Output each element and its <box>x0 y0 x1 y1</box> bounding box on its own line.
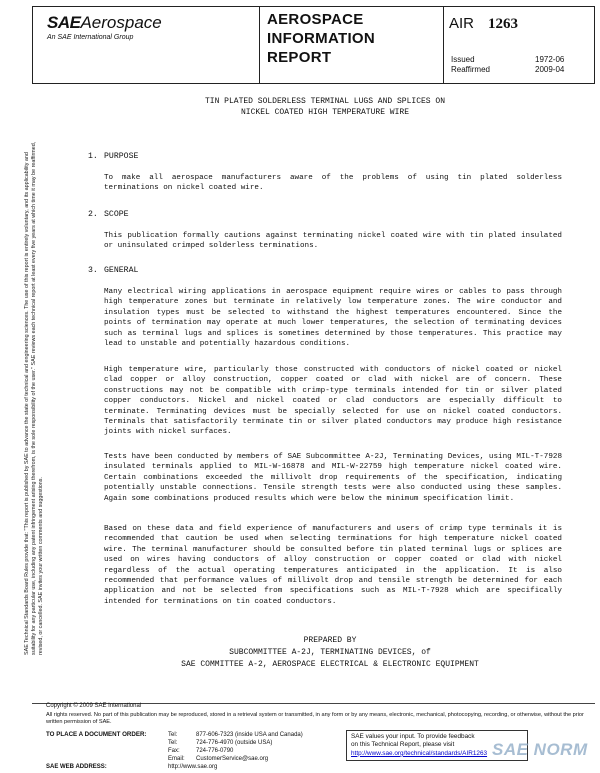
reaffirmed-value: 2009-04 <box>535 65 565 74</box>
issued-label: Issued <box>451 55 475 64</box>
section-number: 1. <box>88 152 98 161</box>
section-number: 2. <box>88 210 98 219</box>
tel-label: Tel: <box>168 732 178 738</box>
issued-row <box>451 55 565 64</box>
tel-value: 877-606-7323 (inside USA and Canada) <box>196 732 303 738</box>
copyright: Copyright © 2009 SAE International <box>46 703 142 709</box>
header-divider <box>259 7 260 83</box>
logo-sae: SAE <box>47 13 81 32</box>
section-heading-scope: SCOPE <box>104 210 129 219</box>
email-label: Email: <box>168 756 185 762</box>
tel2-value: 724-776-4970 (outside USA) <box>196 740 273 746</box>
reaffirmed-row <box>451 65 565 74</box>
issued-value: 1972-06 <box>535 55 565 64</box>
web-link[interactable]: http://www.sae.org <box>168 764 218 770</box>
prepared-by: PREPARED BY <box>303 636 357 645</box>
feedback-line: SAE values your input. To provide feedback <box>351 733 475 740</box>
report-header <box>32 6 595 84</box>
email-value[interactable]: CustomerService@sae.org <box>196 756 269 762</box>
logo-subtitle: An SAE International Group <box>47 34 134 41</box>
tel2-label: Tel: <box>168 740 178 746</box>
reaffirmed-label: Reaffirmed <box>451 65 490 74</box>
doc-number: 1263 <box>488 16 519 32</box>
feedback-line: on this Technical Report, please visit <box>351 741 455 749</box>
logo-aerospace: Aerospace <box>80 13 162 32</box>
document-number <box>449 15 518 33</box>
prepared-committee: SAE COMMITTEE A-2, AEROSPACE ELECTRICAL & ELECTRONIC EQUIPMENT <box>181 660 479 669</box>
prepared-subcommittee: SUBCOMMITTEE A-2J, TERMINATING DEVICES, of <box>229 648 431 657</box>
general-paragraph: Based on these data and field experience of manufacturers and users of crimp type terminals it is recommended that caution be used when selecting terminations for high temperature nickel coated wire. The terminal manufacturer should be consulted before tin plated terminal lugs or splices are used on wires having conductors of alloy construction or copper coated or clad with nickel regardless of the actual operating temperatures anticipated in the application. It is also recommended that performance values of millivolt drop and tensile strength be determined for each application and not be selected from specifications such as MIL-T-7928 which are specifically intended for terminations on tin coated conductors. <box>104 525 562 606</box>
purpose-text: To make all aerospace manufacturers aware of the problems of using tin plated solderless terminations on nickel coated wire. <box>104 174 562 193</box>
section-number: 3. <box>88 266 98 275</box>
doc-prefix: AIR <box>449 15 475 32</box>
watermark: SAE NORM <box>492 740 588 759</box>
general-paragraph: High temperature wire, particularly those constructed with conductors of nickel coated or nickel clad copper or alloy construction, copper coated or clad with nickel are of concern. These constructions may not be compatible with crimp-type terminals intended for tin or silver plated copper conductors. Nickel and nickel coated or clad conductors are especially difficult to terminate. Terminating devices must be specially selected for use on nickel coated conductors. Terminals that satisfactorily terminate tin or silver plated conductors may produce high resistance joints with nickel surfaces. <box>104 366 562 437</box>
scope-text: This publication formally cautions against terminating nickel coated wire with tin plated insulated or uninsulated crimped solderless terminations. <box>104 232 562 251</box>
section-heading-purpose: PURPOSE <box>104 152 139 161</box>
order-label: TO PLACE A DOCUMENT ORDER: <box>46 731 147 738</box>
section-heading-general: GENERAL <box>104 266 139 275</box>
title-line-1: TIN PLATED SOLDERLESS TERMINAL LUGS AND SPLICES ON <box>204 97 446 106</box>
margin-legal-note: SAE Technical Standards Board Rules provide that: "This report is published by SAE to advance the state of technical and engineering sciences. The use of this report is entirely voluntary, and its applicability and suitability for any particular use, including any patent infringement arising therefrom, is the sole responsibility of the user." SAE reviews each technical report at least every five years at which time it may be reaffirmed, revised, or cancelled. SAE invites your written comments and suggestions. <box>24 141 44 655</box>
document-title <box>90 96 560 118</box>
title-line-2: NICKEL COATED HIGH TEMPERATURE WIRE <box>240 108 410 117</box>
rights-notice: All rights reserved. No part of this publication may be reproduced, stored in a retrieval system or transmitted, in any form or by any means, electronic, mechanical, photocopying, recording, or otherwise, without the prior written permission of SAE. <box>46 712 584 725</box>
fax-value: 724-776-0790 <box>196 748 234 754</box>
header-divider <box>443 7 444 83</box>
title-line: REPORT <box>267 49 332 66</box>
title-line: INFORMATION <box>267 30 376 47</box>
general-paragraph: Many electrical wiring applications in aerospace equipment require wires or cables to pass through high temperature zones but terminate in relatively low temperature zones. The wire conductor and insulation types must be selected to withstand the highest temperatures encountered. Since the points of termination may operate at much lower temperatures, the selection of terminating devices such as terminal lugs and splices is sometimes determined by those temperatures. This practice may lead to unstable and potentially hazardous conditions. <box>104 288 562 349</box>
general-paragraph: Tests have been conducted by members of SAE Subcommittee A-2J, Terminating Devices, using MIL-T-7928 insulated terminals applied to MIL-W-16878 and MIL-W-22759 high temperature nickel coated wire. Certain combinations exceeded the millivolt drop requirements of the specification, indicating potentially unstable connections. Tensile strength tests were also conducted using these samples. Again some combinations produced results which were below the minimum specification limit. <box>104 453 562 503</box>
feedback-link[interactable]: http://www.sae.org/technical/standards/AIR1263 <box>351 749 488 757</box>
web-label: SAE WEB ADDRESS: <box>46 764 107 770</box>
sae-aerospace-logo <box>47 13 162 41</box>
report-type-title <box>267 10 375 67</box>
fax-label: Fax: <box>168 748 180 754</box>
title-line: AEROSPACE <box>267 11 364 28</box>
